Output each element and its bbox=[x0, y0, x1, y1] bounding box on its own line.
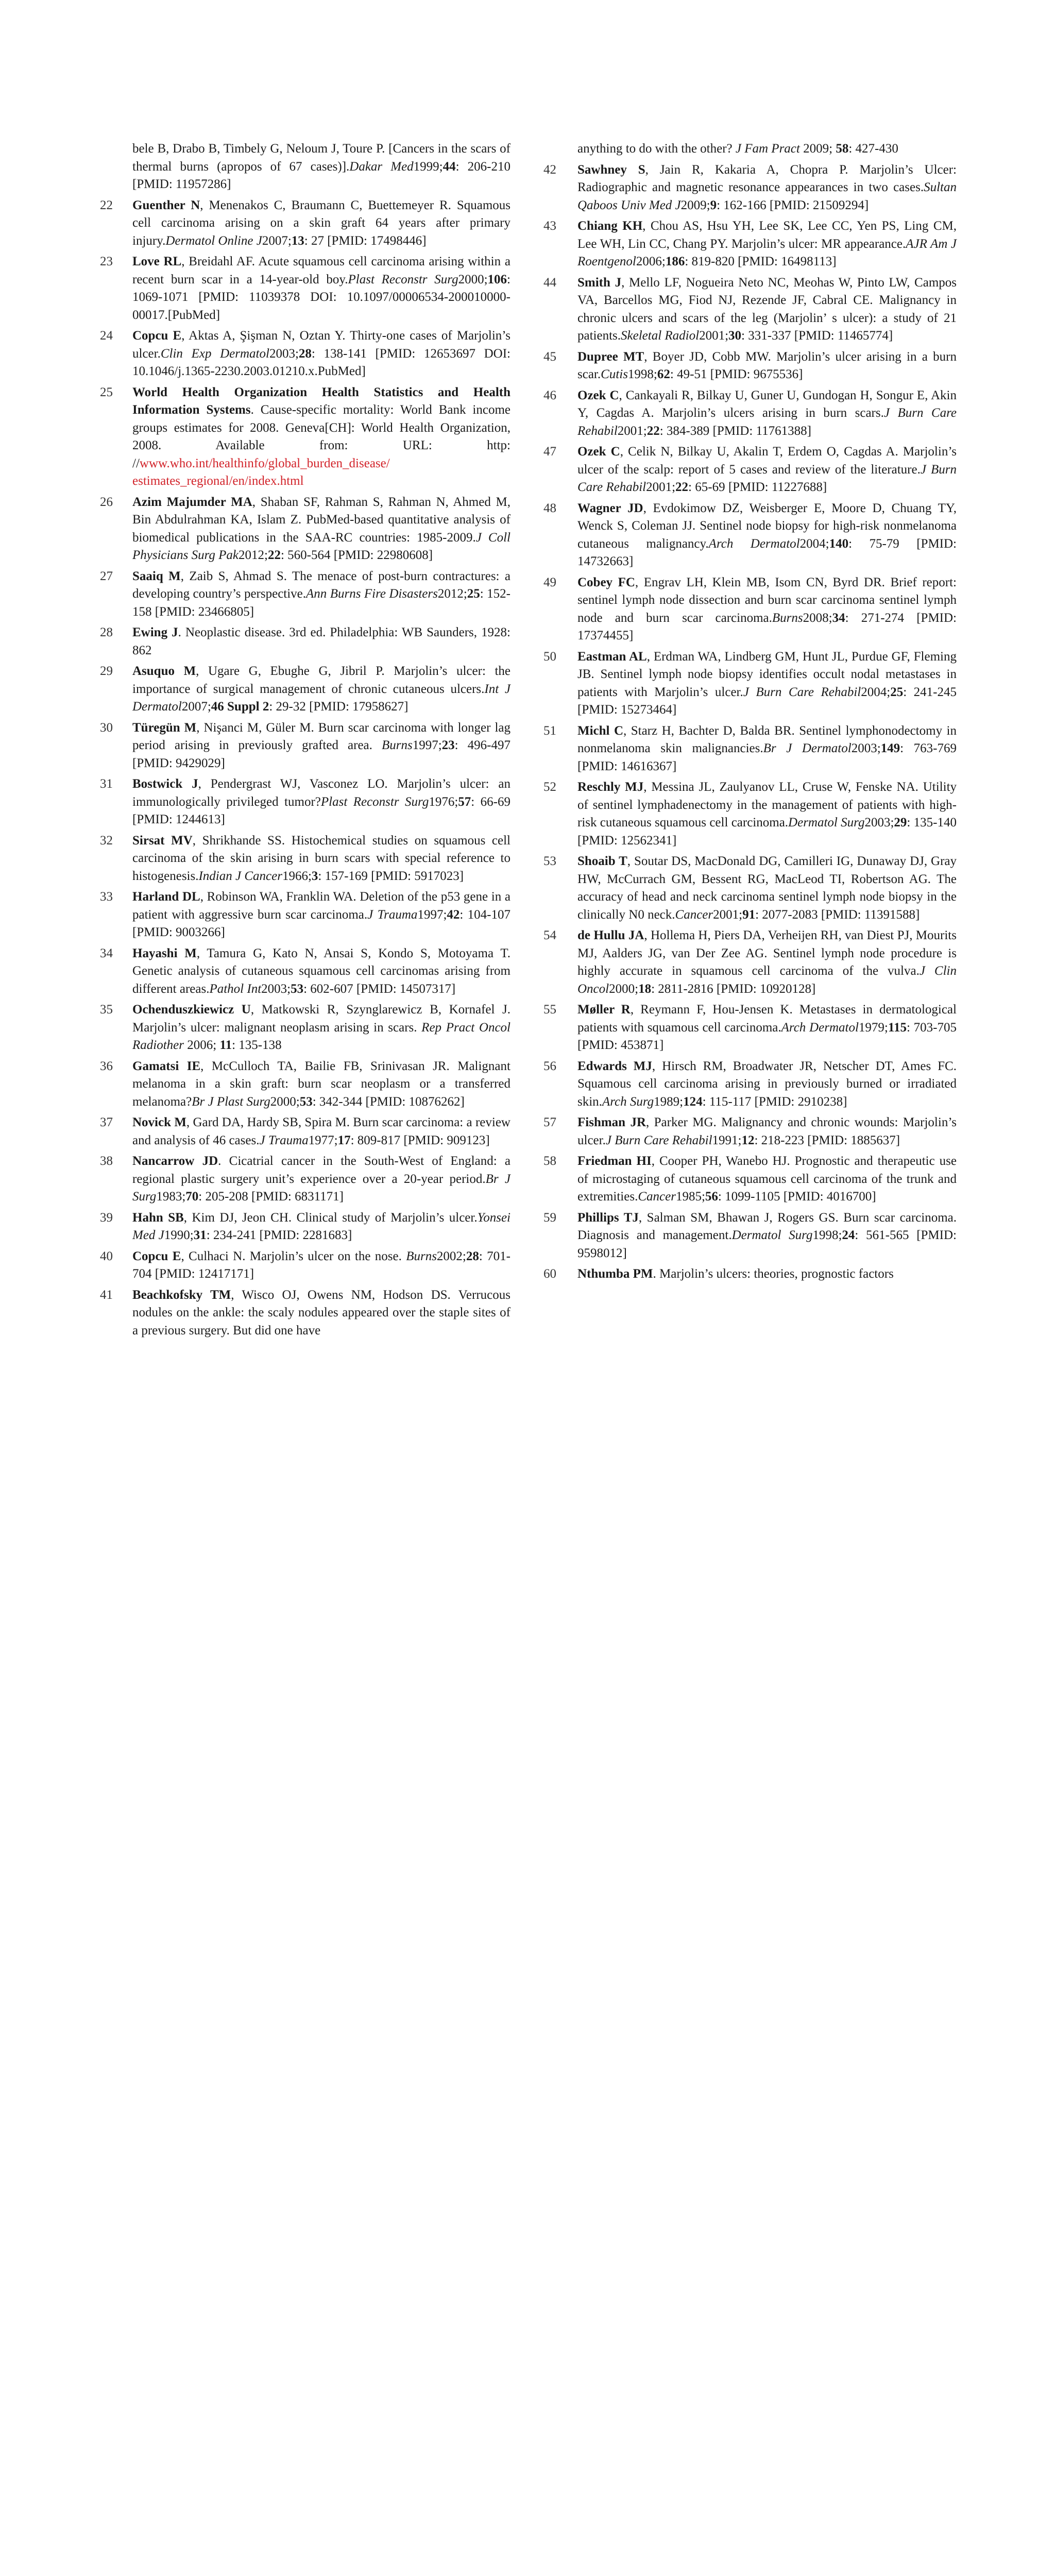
reference-text: Azim Majumder MA, Shaban SF, Rahman S, Rahman N, Ahmed M, Bin Abdulrahman KA, Islam Z. PubMed-based quantitative analysis of biomedical publications in the SAA-RC countries: 1985-2009.J Coll Physicians Surg Pak2012;22: 560-564 [PMID: 22980608] bbox=[132, 495, 511, 562]
reference-text: Friedman HI, Cooper PH, Wanebo HJ. Prognostic and therapeutic use of microstaging of cutaneous squamous cell carcinoma of the trunk and extremities.Cancer1985;56: 1099-1105 [PMID: 4016700] bbox=[577, 1154, 957, 1204]
reference-text: Sawhney S, Jain R, Kakaria A, Chopra P. Marjolin’s Ulcer: Radiographic and magnetic resonance appearances in two cases.Sultan Qaboos Univ Med J2009;9: 162-166 [PMID: 21509294] bbox=[577, 162, 957, 212]
reference-text: Ewing J. Neoplastic disease. 3rd ed. Philadelphia: WB Saunders, 1928: 862 bbox=[132, 625, 511, 657]
reference-number: 54 bbox=[543, 928, 556, 942]
reference-text: de Hullu JA, Hollema H, Piers DA, Verheijen RH, van Diest PJ, Mourits MJ, Aalders JG, van Der Zee AG. Sentinel lymph node procedure is highly accurate in squamous cell carcinoma of the vulva.J Clin Oncol2000;18: 2811-2816 [PMID: 10920128] bbox=[577, 928, 957, 996]
reference-number: 23 bbox=[100, 255, 113, 268]
reference-number: 53 bbox=[543, 854, 556, 868]
reference-text: Smith J, Mello LF, Nogueira Neto NC, Meohas W, Pinto LW, Campos VA, Barcellos MG, Fiod NJ, Rezende JF, Cabral CE. Malignancy in chronic ulcers and scars of the leg (Marjolin’ s ulcer): a study of 21 patients.Skeletal Radiol2001;30: 331-337 [PMID: 11465774] bbox=[577, 275, 957, 343]
reference-text: Saaiq M, Zaib S, Ahmad S. The menace of post-burn contractures: a developing country’s perspective.Ann Burns Fire Disasters2012;25: 152-158 [PMID: 23466805] bbox=[132, 569, 511, 619]
reference-number: 58 bbox=[543, 1154, 556, 1168]
reference-number: 35 bbox=[100, 1003, 113, 1016]
reference-entry bbox=[0, 1265, 957, 1283]
reference-entry bbox=[0, 574, 957, 645]
reference-number: 56 bbox=[543, 1059, 556, 1073]
reference-number: 32 bbox=[100, 833, 113, 848]
reference-text: Copcu E, Aktas A, Şişman N, Oztan Y. Thirty-one cases of Marjolin’s ulcer.Clin Exp Dermatol2003;28: 138-141 [PMID: 12653697 DOI: 10.1046/j.1365-2230.2003.01210.x.PubMed] bbox=[132, 329, 511, 378]
reference-text: Cobey FC, Engrav LH, Klein MB, Isom CN, Byrd DR. Brief report: sentinel lymph node dissection and burn scar carcinoma sentinel lymph node and burn scar carcinoma.Burns2008;34: 271-274 [PMID: 17374455] bbox=[577, 575, 957, 642]
reference-text: Nancarrow JD. Cicatrial cancer in the South-West of England: a regional plastic surgery unit’s experience over a 20-year period.Br J Surg1983;70: 205-208 [PMID: 6831171] bbox=[132, 1154, 511, 1204]
reference-number: 34 bbox=[100, 946, 113, 960]
reference-text: Bostwick J, Pendergrast WJ, Vasconez LO. Marjolin’s ulcer: an immunologically privileged tumor?Plast Reconstr Surg1976;57: 66-69 [PMID: 1244613] bbox=[132, 777, 511, 826]
reference-text: Beachkofsky TM, Wisco OJ, Owens NM, Hodson DS. Verrucous nodules on the ankle: the scaly nodules appeared over the staple sites of a previous surgery. But did one have bbox=[132, 1287, 511, 1337]
reference-text: Novick M, Gard DA, Hardy SB, Spira M. Burn scar carcinoma: a review and analysis of 46 cases.J Trauma1977;17: 809-817 [PMID: 909123] bbox=[132, 1115, 511, 1147]
reference-number: 31 bbox=[100, 777, 113, 791]
reference-number: 55 bbox=[543, 1003, 556, 1016]
reference-text: Møller R, Reymann F, Hou-Jensen K. Metastases in dermatological patients with squamous cell carcinoma.Arch Dermatol1979;115: 703-705 [PMID: 453871] bbox=[577, 1003, 957, 1052]
reference-entry bbox=[0, 387, 957, 440]
reference-entry bbox=[0, 722, 957, 776]
reference-number: 49 bbox=[543, 575, 556, 589]
reference-number: 46 bbox=[543, 388, 556, 402]
reference-number: 40 bbox=[100, 1249, 113, 1263]
reference-entry bbox=[0, 1001, 957, 1055]
reference-number: 41 bbox=[100, 1287, 113, 1302]
reference-text: Eastman AL, Erdman WA, Lindberg GM, Hunt JL, Purdue GF, Fleming JB. Sentinel lymph node biopsy identifies occult nodal metastases in patients with Marjolin’s ulcer.J Burn Care Rehabil2004;25: 241-245 [PMID: 15273464] bbox=[577, 649, 957, 717]
reference-text: Sirsat MV, Shrikhande SS. Histochemical studies on squamous cell carcinoma of the skin arising in burn scars with special reference to histogenesis.Indian J Cancer1966;3: 157-169 [PMID: 5917023] bbox=[132, 833, 511, 883]
reference-text: Shoaib T, Soutar DS, MacDonald DG, Camilleri IG, Dunaway DJ, Gray HW, McCurrach GM, Bessent RG, MacLeod TI, Robertson AG. The accuracy of head and neck carcinoma sentinel lymph node biopsy in the clinically N0 neck.Cancer2001;91: 2077-2083 [PMID: 11391588] bbox=[577, 854, 957, 922]
reference-text: Ozek C, Cankayali R, Bilkay U, Guner U, Gundogan H, Songur E, Akin Y, Cagdas A. Marjolin’s ulcers arising in burn scars.J Burn Care Rehabil2001;22: 384-389 [PMID: 11761388] bbox=[577, 388, 957, 438]
reference-entry bbox=[0, 1209, 957, 1263]
reference-text: Love RL, Breidahl AF. Acute squamous cell carcinoma arising within a recent burn scar in a 14-year-old boy.Plast Reconstr Surg2000;106: 1069-1071 [PMID: 11039378 DOI: 10.1097/00006534-200010000-00017.[PubMed] bbox=[132, 255, 511, 322]
reference-number: 26 bbox=[100, 495, 113, 509]
reference-number: 47 bbox=[543, 445, 556, 459]
reference-entry bbox=[0, 1286, 511, 1340]
reference-text: Phillips TJ, Salman SM, Bhawan J, Rogers GS. Burn scar carcinoma. Diagnosis and management.Dermatol Surg1998;24: 561-565 [PMID: 9598012] bbox=[577, 1210, 957, 1260]
reference-number: 44 bbox=[543, 275, 556, 290]
reference-text: Dupree MT, Boyer JD, Cobb MW. Marjolin’s ulcer arising in a burn scar.Cutis1998;62: 49-51 [PMID: 9675536] bbox=[577, 349, 957, 381]
reference-url-link[interactable]: www.who.int/healthinfo/global_burden_disease/ estimates_regional/en/index.html bbox=[132, 456, 390, 488]
reference-entry bbox=[0, 778, 957, 850]
reference-text: Nthumba PM. Marjolin’s ulcers: theories, prognostic factors bbox=[577, 1267, 894, 1281]
reference-number: 38 bbox=[100, 1154, 113, 1168]
reference-text: Copcu E, Culhaci N. Marjolin’s ulcer on the nose. Burns2002;28: 701-704 [PMID: 12417171] bbox=[132, 1249, 511, 1281]
reference-number: 22 bbox=[100, 198, 113, 212]
reference-number: 27 bbox=[100, 569, 113, 583]
reference-number: 57 bbox=[543, 1115, 556, 1129]
reference-number: 42 bbox=[543, 162, 556, 177]
reference-number: 30 bbox=[100, 720, 113, 735]
reference-text: Wagner JD, Evdokimow DZ, Weisberger E, Moore D, Chuang TY, Wenck S, Coleman JJ. Sentinel node biopsy for high-risk nonmelanoma cutaneous malignancy.Arch Dermatol2004;140: 75-79 [PMID: 14732663] bbox=[577, 501, 957, 568]
references-right-column bbox=[0, 140, 957, 1286]
reference-text: Chiang KH, Chou AS, Hsu YH, Lee SK, Lee CC, Yen PS, Ling CM, Lee WH, Lin CC, Chang PY. Marjolin’s ulcer: MR appearance.AJR Am J Roentgenol2006;186: 819-820 [PMID: 16498113] bbox=[577, 219, 957, 268]
reference-text: Türegün M, Nişanci M, Güler M. Burn scar carcinoma with longer lag period arising in previously grafted area. Burns1997;23: 496-497 [PMID: 9429029] bbox=[132, 720, 511, 770]
reference-text: Hahn SB, Kim DJ, Jeon CH. Clinical study of Marjolin’s ulcer.Yonsei Med J1990;31: 234-241 [PMID: 2281683] bbox=[132, 1210, 511, 1242]
reference-entry bbox=[0, 648, 957, 719]
reference-number: 39 bbox=[100, 1210, 113, 1225]
reference-text: anything to do with the other? J Fam Pract 2009; 58: 427-430 bbox=[577, 142, 898, 156]
reference-entry bbox=[0, 1114, 957, 1149]
reference-entry bbox=[0, 853, 957, 924]
reference-text: Guenther N, Menenakos C, Braumann C, Buettemeyer R. Squamous cell carcinoma arising on a skin graft 64 years after primary injury.Dermatol Online J2007;13: 27 [PMID: 17498446] bbox=[132, 198, 511, 248]
reference-number: 45 bbox=[543, 349, 556, 364]
reference-number: 51 bbox=[543, 723, 556, 738]
reference-number: 25 bbox=[100, 385, 113, 399]
page-footer bbox=[0, 1446, 1055, 1472]
reference-text: Michl C, Starz H, Bachter D, Balda BR. Sentinel lymphonodectomy in nonmelanoma skin malignancies.Br J Dermatol2003;149: 763-769 [PMID: 14616367] bbox=[577, 723, 957, 773]
reference-text: Ozek C, Celik N, Bilkay U, Akalin T, Erdem O, Cagdas A. Marjolin’s ulcer of the scalp: report of 5 cases and review of the literature.J Burn Care Rehabil2001;22: 65-69 [PMID: 11227688] bbox=[577, 445, 957, 494]
reference-entry bbox=[0, 1153, 957, 1206]
reference-text: Asuquo M, Ugare G, Ebughe G, Jibril P. Marjolin’s ulcer: the importance of surgical management of chronic cutaneous ulcers.Int J Dermatol2007;46 Suppl 2: 29-32 [PMID: 17958627] bbox=[132, 664, 511, 714]
reference-number: 48 bbox=[543, 501, 556, 515]
reference-number: 28 bbox=[100, 625, 113, 639]
reference-entry bbox=[0, 500, 957, 571]
reference-entry bbox=[0, 443, 957, 497]
reference-entry bbox=[0, 161, 957, 215]
reference-number: 52 bbox=[543, 780, 556, 794]
reference-number: 24 bbox=[100, 329, 113, 343]
reference-entry bbox=[0, 140, 957, 158]
reference-text: Edwards MJ, Hirsch RM, Broadwater JR, Netscher DT, Ames FC. Squamous cell carcinoma arising in previously burned or irradiated skin.Arch Surg1989;124: 115-117 [PMID: 2910238] bbox=[577, 1059, 957, 1109]
reference-entry bbox=[0, 348, 957, 384]
reference-text: Harland DL, Robinson WA, Franklin WA. Deletion of the p53 gene in a patient with aggressive burn scar carcinoma.J Trauma1997;42: 104-107 [PMID: 9003266] bbox=[132, 890, 511, 939]
reference-entry bbox=[0, 217, 957, 271]
reference-number: 43 bbox=[543, 219, 556, 233]
reference-number: 36 bbox=[100, 1059, 113, 1073]
reference-number: 50 bbox=[543, 649, 556, 664]
reference-text: World Health Organization Health Statistics and Health Information Systems. Cause-specific mortality: World Bank income groups estimates for 2008. Geneva[CH]: World Health Organization, 2008. Available from: URL: http: //www.who.int/healthinfo/global_burden_disease/ estimates_regional/en/index.html bbox=[132, 385, 511, 488]
reference-number: 29 bbox=[100, 664, 113, 678]
reference-entry bbox=[0, 274, 957, 345]
reference-text: Ochenduszkiewicz U, Matkowski R, Szynglarewicz B, Kornafel J. Marjolin’s ulcer: malignant neoplasm arising in scars. Rep Pract Oncol Radiother 2006; 11: 135-138 bbox=[132, 1003, 511, 1052]
reference-text: Reschly MJ, Messina JL, Zaulyanov LL, Cruse W, Fenske NA. Utility of sentinel lymphadenectomy in the management of patients with high-risk cutaneous squamous cell carcinoma.Dermatol Surg2003;29: 135-140 [PMID: 12562341] bbox=[577, 780, 957, 848]
reference-text: Hayashi M, Tamura G, Kato N, Ansai S, Kondo S, Motoyama T. Genetic analysis of cutaneous squamous cell carcinomas arising from different areas.Pathol Int2003;53: 602-607 [PMID: 14507317] bbox=[132, 946, 511, 996]
reference-number: 33 bbox=[100, 890, 113, 904]
reference-number: 59 bbox=[543, 1210, 556, 1225]
reference-text: Gamatsi IE, McCulloch TA, Bailie FB, Srinivasan JR. Malignant melanoma in a skin graft: burn scar neoplasm or a transferred melanoma?Br J Plast Surg2000;53: 342-344 [PMID: 10876262] bbox=[132, 1059, 511, 1109]
reference-number: 37 bbox=[100, 1115, 113, 1129]
reference-text: bele B, Drabo B, Timbely G, Neloum J, Toure P. [Cancers in the scars of thermal burns (apropos of 67 cases)].Dakar Med1999;44: 206-210 [PMID: 11957286] bbox=[132, 142, 511, 191]
reference-number: 60 bbox=[543, 1267, 556, 1281]
reference-text: Fishman JR, Parker MG. Malignancy and chronic wounds: Marjolin’s ulcer.J Burn Care Rehabil1991;12: 218-223 [PMID: 1885637] bbox=[577, 1115, 957, 1147]
reference-entry bbox=[0, 927, 957, 998]
reference-entry bbox=[0, 1058, 957, 1111]
